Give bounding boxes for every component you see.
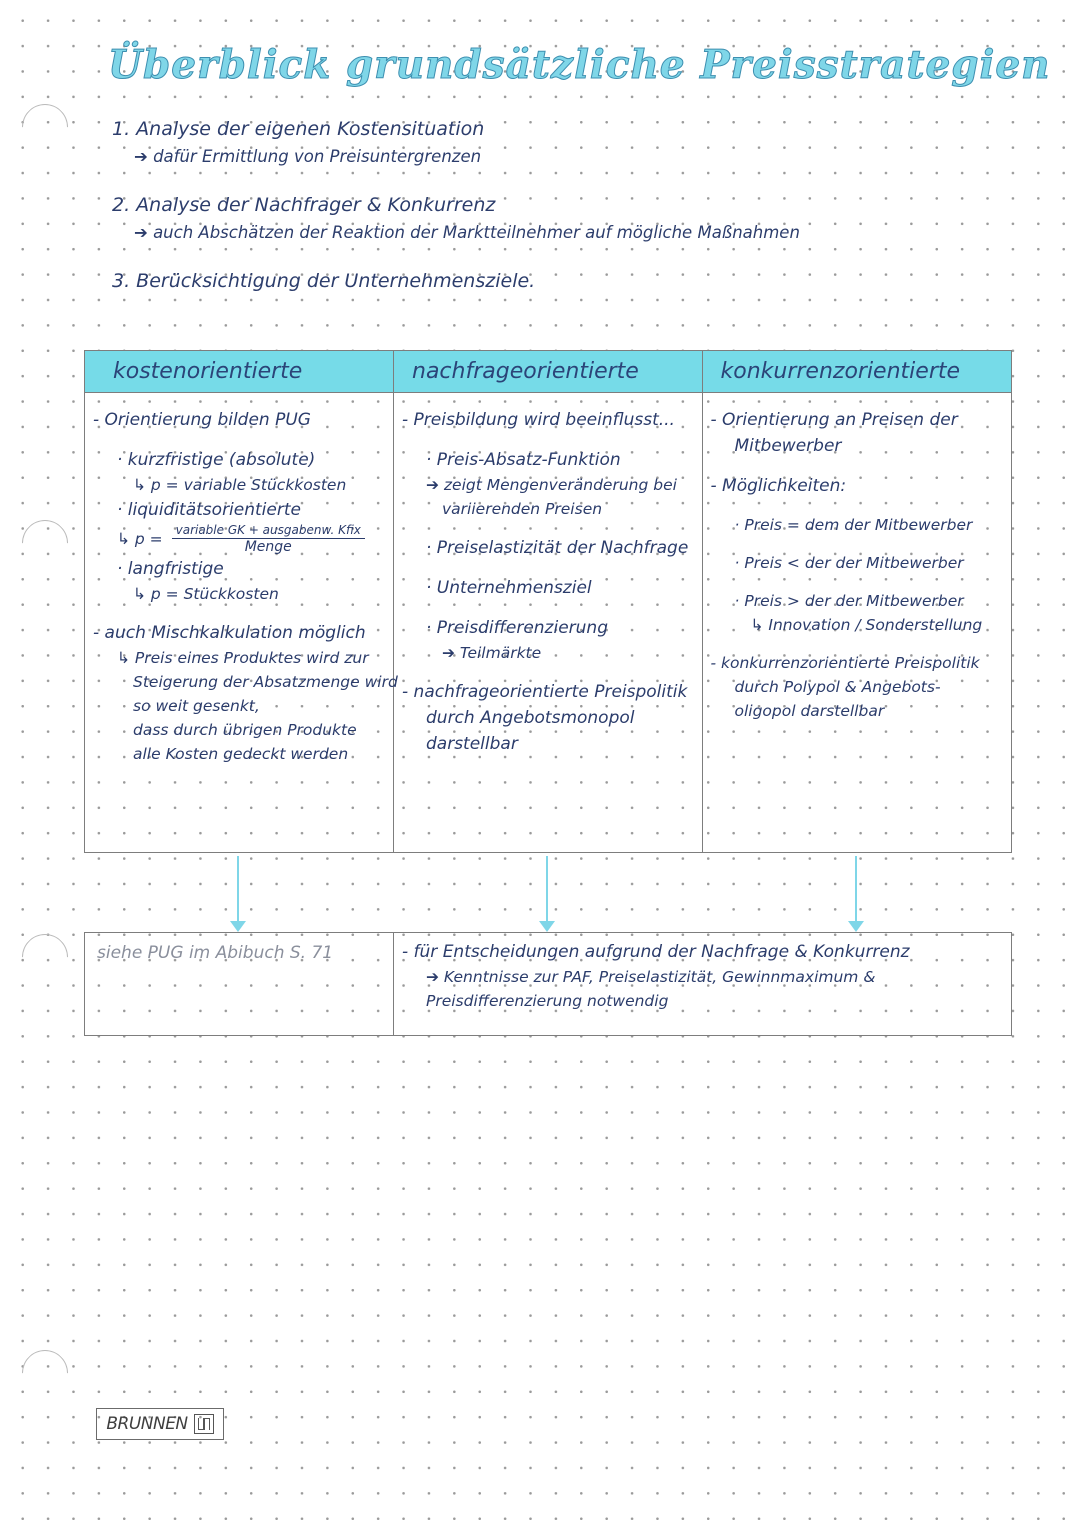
demand-line: ➔ zeigt Mengenveränderung bei <box>426 476 677 494</box>
cost-line: · kurzfristige (absolute) <box>117 450 316 470</box>
cost-line: ↳ p = Stückkosten <box>133 585 279 603</box>
competition-line: Mitbewerber <box>734 436 842 456</box>
cost-line: - Orientierung bilden PUG <box>93 410 311 430</box>
demand-line: - Preisbildung wird beeinflusst... <box>402 410 675 430</box>
competition-line: durch Polypol & Angebots- <box>734 678 941 696</box>
header-competition: konkurrenzorientierte <box>703 351 1012 393</box>
summary-left <box>85 933 394 1035</box>
competition-line: · Preis = dem der Mitbewerber <box>734 516 973 534</box>
strategy-table <box>84 350 1012 853</box>
competition-line: ↳ Innovation / Sonderstellung <box>750 616 983 634</box>
brunnen-logo <box>96 1408 224 1440</box>
competition-line: - Möglichkeiten: <box>710 476 847 496</box>
arrow-down-icon <box>546 856 548 922</box>
logo-mark-icon <box>194 1414 214 1434</box>
demand-line: · Preisdifferenzierung <box>426 618 608 638</box>
column-cost-body <box>85 393 398 766</box>
column-demand-body <box>394 393 702 757</box>
cost-line: Steigerung der Absatzmenge wird <box>133 673 398 691</box>
competition-line: - konkurrenzorientierte Preispolitik <box>710 654 980 672</box>
header-cost: kostenorientierte <box>85 351 393 393</box>
cost-line: · langfristige <box>117 559 224 579</box>
cost-line: - auch Mischkalkulation möglich <box>93 623 366 643</box>
competition-line: · Preis > der der Mitbewerber <box>734 592 964 610</box>
demand-line: ➔ Teilmärkte <box>442 644 542 662</box>
summary-right <box>394 933 1011 1035</box>
column-competition <box>703 351 1012 852</box>
arrow-down-icon <box>237 856 239 922</box>
cost-line: so weit gesenkt, <box>133 697 260 715</box>
punch-hole-4 <box>12 1340 77 1405</box>
step-2-sub: ➔ auch Abschätzen der Reaktion der Marktteilnehmer auf mögliche Maßnahmen <box>134 223 800 242</box>
summary-line: ➔ Kenntnisse zur PAF, Preiselastizität, Gewinnmaximum & <box>426 968 876 986</box>
column-demand <box>394 351 703 852</box>
cost-line: ↳ Preis eines Produktes wird zur <box>117 649 369 667</box>
column-competition-body <box>703 393 1012 723</box>
demand-line: durch Angebotsmonopol <box>426 708 635 728</box>
step-1-sub: ➔ dafür Ermittlung von Preisuntergrenzen <box>134 147 482 166</box>
competition-line: - Orientierung an Preisen der <box>710 410 958 430</box>
summary-box <box>84 932 1012 1036</box>
formula-denominator: Menge <box>244 539 292 555</box>
step-1-main: 1. Analyse der eigenen Kostensituation <box>112 118 485 140</box>
punch-hole-1 <box>12 94 77 159</box>
demand-line: darstellbar <box>426 734 518 754</box>
demand-line: variierenden Preisen <box>442 500 603 518</box>
logo-text: BRUNNEN <box>106 1414 188 1434</box>
cost-line: · liquiditätsorientierte <box>117 500 301 520</box>
header-demand: nachfrageorientierte <box>394 351 702 393</box>
column-cost <box>85 351 398 852</box>
competition-line: oligopol darstellbar <box>734 702 885 720</box>
summary-line: Preisdifferenzierung notwendig <box>426 992 669 1010</box>
formula-prefix: ↳ p = <box>117 530 163 548</box>
cost-formula <box>93 523 387 556</box>
arrow-down-icon <box>855 856 857 922</box>
steps-list <box>112 116 972 317</box>
summary-reference: siehe PUG im Abibuch S. 71 <box>97 943 334 963</box>
demand-line: · Preis-Absatz-Funktion <box>426 450 621 470</box>
cost-line: dass durch übrigen Produkte <box>133 721 357 739</box>
competition-line: · Preis < der der Mitbewerber <box>734 554 964 572</box>
summary-line: - für Entscheidungen aufgrund der Nachfrage & Konkurrenz <box>402 942 910 962</box>
demand-line: · Preiselastizität der Nachfrage <box>426 538 689 558</box>
formula-fraction <box>172 523 365 556</box>
punch-hole-3 <box>12 924 77 989</box>
step-2 <box>112 192 972 246</box>
demand-line: - nachfrageorientierte Preispolitik <box>402 682 688 702</box>
step-3-main: 3. Berücksichtigung der Unternehmensziele. <box>112 270 536 292</box>
page-title: Überblick grundsätzliche Preisstrategien <box>108 42 1051 88</box>
cost-line: alle Kosten gedeckt werden <box>133 745 349 763</box>
cost-line: ↳ p = variable Stückkosten <box>133 476 347 494</box>
step-2-main: 2. Analyse der Nachfrager & Konkurrenz <box>112 194 496 216</box>
formula-numerator: variable GK + ausgabenw. Kfix <box>172 523 365 539</box>
step-1 <box>112 116 972 170</box>
step-3 <box>112 268 972 295</box>
punch-hole-2 <box>12 510 77 575</box>
demand-line: · Unternehmensziel <box>426 578 592 598</box>
